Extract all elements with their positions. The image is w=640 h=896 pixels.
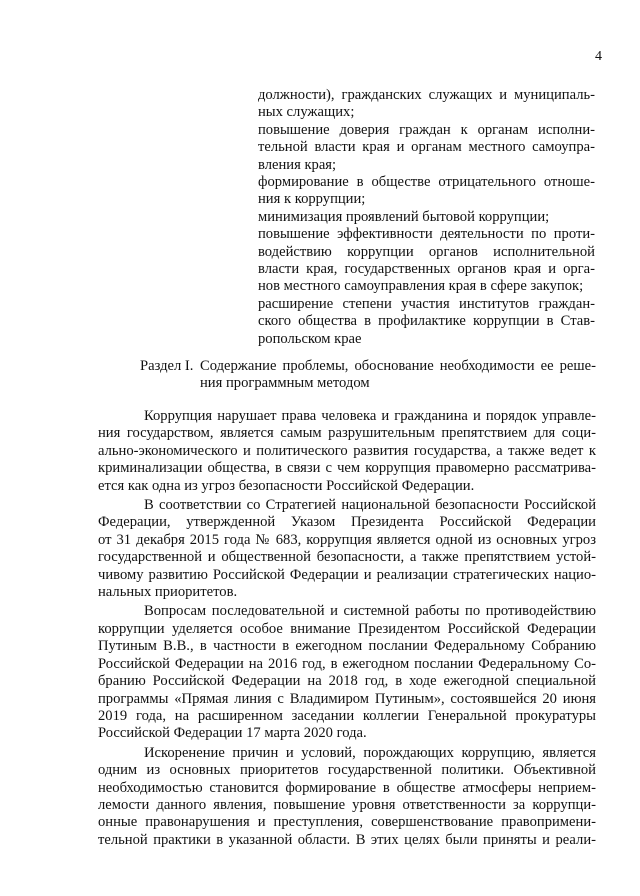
text-line: лемости данного явления, повышение уровня ответственности за коррупци- <box>98 796 596 813</box>
text-line: расширение степени участия институтов граждан- <box>258 295 595 312</box>
text-line: государственной и общественной безопасности, а также препятствием устой- <box>98 549 596 566</box>
text-line: повышение доверия граждан к органам исполни- <box>258 121 595 138</box>
text-line: ропольском крае <box>258 330 362 347</box>
list-item <box>258 209 595 226</box>
text-line: чивому развитию Российской Федерации и реализации стратегических нацио- <box>98 566 596 583</box>
text-line: Российской Федерации 17 марта 2020 года. <box>98 725 367 742</box>
text-line: должности), гражданских служащих и муниципаль- <box>258 87 595 103</box>
body-text <box>52 408 596 849</box>
text-line: 2019 года, на расширенном заседании коллегии Генеральной прокуратуры <box>98 707 596 724</box>
text-line: нов местного самоуправления края в сфере закупок; <box>258 278 584 295</box>
text-line: водействию коррупции органов исполнительной <box>258 243 595 260</box>
text-line: власти края, государственных органов края и орга- <box>258 261 595 278</box>
text-line: одним из основных приоритетов государственной политики. Объективной <box>98 762 596 779</box>
page-number: 4 <box>595 49 602 64</box>
text-line: Искоренение причин и условий, порождающих коррупцию, является <box>144 744 596 761</box>
text-line: ния программным методом <box>200 375 370 392</box>
paragraph <box>52 603 596 742</box>
paragraph <box>52 745 596 849</box>
text-line: Путиным В.В., в частности в ежегодном послании Федеральному Собранию <box>98 638 596 655</box>
text-line: нальных приоритетов. <box>98 584 238 601</box>
text-line: бранию Российской Федерации на 2018 год, в ходе ежегодной специальной <box>98 673 596 690</box>
text-line: вления края; <box>258 156 337 173</box>
section-title <box>200 358 596 393</box>
text-line: ется как одна из угроз безопасности Российской Федерации. <box>98 477 475 494</box>
text-line: Коррупция нарушает права человека и гражданина и порядок управле- <box>144 408 596 424</box>
text-line: онные правонарушения и преступления, совершенствование правопримени- <box>98 814 596 831</box>
text-line: необходимостью становится формирование в обществе атмосферы неприем- <box>98 779 596 796</box>
text-line: от 31 декабря 2015 года № 683, коррупция является одной из основных угроз <box>98 531 596 548</box>
text-line: повышение эффективности деятельности по проти- <box>258 226 595 243</box>
text-line: Федерации, утвержденной Указом Президента Российской Федерации <box>98 514 596 531</box>
text-line: программы «Прямая линия с Владимиром Путиным», состоявшейся 20 июня <box>98 690 596 707</box>
list-item <box>258 174 595 209</box>
text-line: ально-экономического и политического развития государства, а также ведет к <box>98 442 596 459</box>
text-line: Содержание проблемы, обоснование необходимости ее реше- <box>200 358 596 374</box>
text-line: ния государством, является самым разрушительным препятствием для соци- <box>98 425 596 442</box>
text-line: В соответствии со Стратегией национальной безопасности Российской <box>144 497 596 514</box>
text-line: ния к коррупции; <box>258 191 366 208</box>
section-label: Раздел I. <box>140 358 194 374</box>
paragraph <box>52 408 596 495</box>
list-item <box>258 122 595 174</box>
text-line: криминализации общества, в связи с чем коррупция правомерно рассматрива- <box>98 460 596 477</box>
list-item <box>258 226 595 296</box>
text-line: минимизация проявлений бытовой коррупции; <box>258 208 550 225</box>
text-line: тельной власти края и органам местного самоупра- <box>258 139 595 156</box>
text-line: ных служащих; <box>258 104 355 121</box>
text-line: тельной практики в указанной области. В этих целях были приняты и реали- <box>98 831 596 848</box>
text-line: формирование в обществе отрицательного отноше- <box>258 174 595 191</box>
paragraph <box>52 497 596 601</box>
text-line: Вопросам последовательной и системной работы по противодействию <box>144 603 596 620</box>
goals-list-continuation <box>258 87 595 348</box>
text-line: ского общества в профилактике коррупции в Став- <box>258 313 595 330</box>
text-line: коррупции уделяется особое внимание Президентом Российской Федерации <box>98 620 596 637</box>
text-line: Российской Федерации на 2016 год, в ежегодном послании Федеральному Со- <box>98 655 596 672</box>
list-item <box>258 296 595 348</box>
list-item <box>258 87 595 122</box>
